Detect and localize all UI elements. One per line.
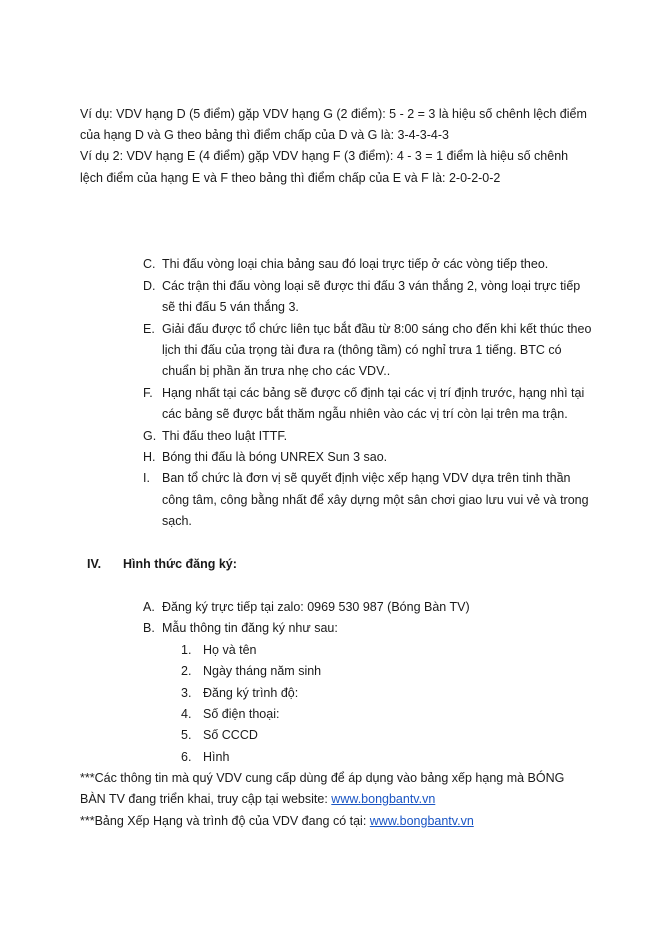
rule-text: sạch. <box>162 514 192 528</box>
rule-marker: H. <box>143 450 156 464</box>
rule-text: Giải đấu được tổ chức liên tục bắt đầu từ 8:00 sáng cho đến khi kết thúc theo <box>162 322 592 336</box>
field-number: 6. <box>181 750 192 764</box>
section-title: Hình thức đăng ký: <box>123 557 237 571</box>
field-label: Đăng ký trình độ: <box>203 686 299 700</box>
example-2-line-2: lệch điểm của hạng E và F theo bảng thì điểm chấp của E và F là: 2-0-2-0-2 <box>80 171 501 185</box>
field-label: Số CCCD <box>203 728 258 742</box>
field-number: 1. <box>181 643 192 657</box>
field-label: Số điện thoại: <box>203 707 280 721</box>
rule-text: các bảng sẽ được bắt thăm ngẫu nhiên vào các vị trí còn lại trên ma trận. <box>162 407 568 421</box>
rule-text: Thi đấu vòng loại chia bảng sau đó loại trực tiếp ở các vòng tiếp theo. <box>162 257 549 271</box>
ranking-website-link[interactable]: www.bongbantv.vn <box>369 814 474 828</box>
field-number: 3. <box>181 686 192 700</box>
website-link[interactable]: www.bongbantv.vn <box>331 792 436 806</box>
rule-marker: I. <box>143 471 150 485</box>
section-number: IV. <box>87 557 102 571</box>
item-marker: A. <box>143 600 155 614</box>
rule-marker: F. <box>143 386 153 400</box>
rule-text: chuẩn bị phần ăn trưa nhẹ cho các VDV.. <box>162 364 391 378</box>
zalo-registration-text: Đăng ký trực tiếp tại zalo: 0969 530 987 (Bóng Bàn TV) <box>162 600 470 614</box>
note-1-line-1: ***Các thông tin mà quý VDV cung cấp dùng để áp dụng vào bảng xếp hạng mà BÓNG <box>80 771 565 785</box>
note-2 <box>80 813 474 829</box>
rule-text: Bóng thi đấu là bóng UNREX Sun 3 sao. <box>162 450 388 464</box>
rule-text: Ban tổ chức là đơn vị sẽ quyết định việc xếp hạng VDV dựa trên tinh thần <box>162 471 571 485</box>
field-number: 5. <box>181 728 192 742</box>
note-2-text: ***Bảng Xếp Hạng và trình độ của VDV đang có tại: <box>80 814 370 828</box>
field-label: Họ và tên <box>203 643 257 657</box>
rule-marker: G. <box>143 429 157 443</box>
rule-marker: C. <box>143 257 156 271</box>
rule-text: Thi đấu theo luật ITTF. <box>162 429 288 443</box>
field-label: Ngày tháng năm sinh <box>203 664 322 678</box>
item-marker: B. <box>143 621 155 635</box>
rule-text: công tâm, công bằng nhất để xây dựng một sân chơi giao lưu vui vẻ và trong <box>162 493 589 507</box>
rule-text: sẽ thi đấu 5 ván thắng 3. <box>162 300 299 314</box>
rule-text: Hạng nhất tại các bảng sẽ được cố định tại các vị trí định trước, hạng nhì tại <box>162 386 585 400</box>
note-1-text: BÀN TV đang triển khai, truy cập tại website: <box>80 792 332 806</box>
rule-text: Các trận thi đấu vòng loại sẽ được thi đấu 3 ván thắng 2, vòng loại trực tiếp <box>162 279 581 293</box>
example-1-line-2: của hạng D và G theo bảng thì điểm chấp của D và G là: 3-4-3-4-3 <box>80 128 449 142</box>
field-number: 2. <box>181 664 192 678</box>
form-template-text: Mẫu thông tin đăng ký như sau: <box>162 621 338 635</box>
field-number: 4. <box>181 707 192 721</box>
note-1-line-2 <box>80 791 435 807</box>
example-1-line-1: Ví dụ: VDV hạng D (5 điểm) gặp VDV hạng G (2 điểm): 5 - 2 = 3 là hiệu số chênh lệch điểm <box>80 107 587 121</box>
rule-marker: D. <box>143 279 156 293</box>
field-label: Hình <box>203 750 230 764</box>
rule-marker: E. <box>143 322 155 336</box>
example-2-line-1: Ví dụ 2: VDV hạng E (4 điểm) gặp VDV hạng F (3 điểm): 4 - 3 = 1 điểm là hiệu số chênh <box>80 149 569 163</box>
rule-text: lịch thi đấu của trọng tài đưa ra (thông tầm) có nghỉ trưa 1 tiếng. BTC có <box>162 343 562 357</box>
